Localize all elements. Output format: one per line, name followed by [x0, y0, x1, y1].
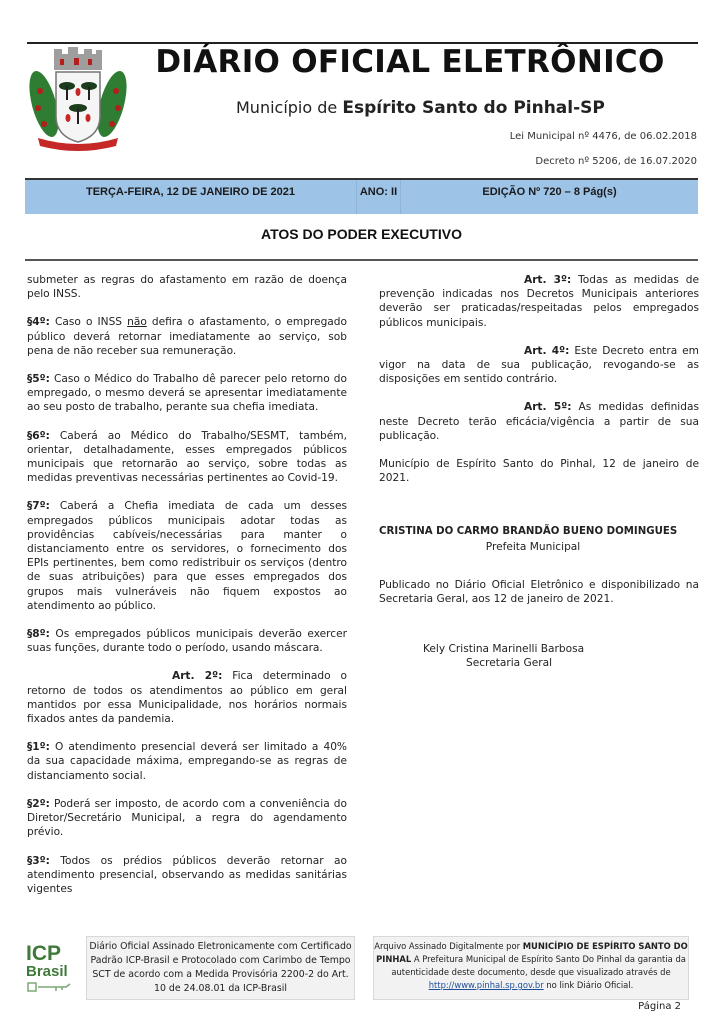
icp-brasil-logo [26, 944, 74, 1000]
paragraph-art2-s2 [27, 797, 347, 840]
paragraph-art2-s3 [27, 854, 347, 897]
municipality-name: Espírito Santo do Pinhal-SP [342, 98, 605, 118]
label-art2-s1: §1º: [27, 741, 50, 754]
page-number: Página 2 [638, 1001, 681, 1012]
masthead-title: DIÁRIO OFICIAL ELETRÔNICO [155, 44, 665, 80]
brasil-logo-text: Brasil [26, 963, 68, 980]
text-s8: Os empregados públicos municipais deverão exercer suas funções, durante todo o período, usando máscara. [27, 628, 347, 655]
paragraph-s4 [27, 315, 347, 358]
label-art5: Art. 5º: [524, 401, 572, 414]
place-date: Município de Espírito Santo do Pinhal, 12 de janeiro de 2021. [379, 458, 699, 485]
key-icon [26, 979, 74, 995]
text-art4: Este Decreto entra em vigor na data de sua publicação, revogando-se as disposições em sentido contrário. [379, 344, 699, 386]
paragraph-art2-s1 [27, 740, 347, 783]
authenticity-notice-box [373, 936, 689, 1000]
label-art3: Art. 3º: [524, 274, 572, 286]
authenticity-text-a: Arquivo Assinado Digitalmente por [374, 941, 523, 951]
paragraph-s5 [27, 372, 347, 415]
label-s6: §6º: [27, 429, 50, 442]
signature-notice-box: Diário Oficial Assinado Eletronicamente com Certificado Padrão ICP-Brasil e Protocolado com Carimbo de Tempo SCT de acordo com a Medida Provisória 2200-2 do Art. 10 de 24.08.01 da ICP-Brasil [86, 936, 355, 1000]
text-art2-s1: O atendimento presencial deverá ser limitado a 40% da sua capacidade máxima, empregando-se as regras de distanciamento social. [27, 741, 347, 782]
text-art2-s2: Poderá ser imposto, de acordo com a conveniência do Diretor/Secretário Municipal, a regra do agendamento prévio. [27, 797, 347, 839]
paragraph-s6 [27, 429, 347, 486]
paragraph-s8 [27, 627, 347, 655]
right-column [379, 273, 699, 685]
section-rule [25, 259, 698, 261]
text-art2: Fica determinado o retorno de todos os atendimentos ao público em geral mantidos por essa Municipalidade, nos horários normais fixados antes da pandemia. [27, 670, 347, 726]
authenticity-entity: MUNICÍPIO DE ESPÍRITO SANTO DO PINHAL [376, 941, 688, 964]
edition-bar [25, 178, 698, 214]
authenticity-text-c: no link Diário Oficial. [543, 980, 634, 990]
secretary-role: Secretaria Geral [466, 657, 553, 670]
signer-name: CRISTINA DO CARMO BRANDÃO BUENO DOMINGUES [379, 526, 678, 538]
text-art3: Todas as medidas de prevenção indicadas nos Decretos Municipais anteriores deverão ser praticadas/respeitadas pelos empregados públicos municipais. [379, 274, 699, 329]
label-art2: Art. 2º: [172, 670, 223, 683]
label-art4: Art. 4º: [524, 344, 570, 357]
edition-number: EDIÇÃO Nº 720 – 8 Pág(s) [482, 186, 617, 198]
label-s4: §4º: [27, 316, 50, 329]
law-reference: Lei Municipal nº 4476, de 06.02.2018 [509, 131, 697, 142]
section-title: ATOS DO PODER EXECUTIVO [261, 226, 462, 242]
paragraph-art3 [379, 273, 699, 330]
paragraph-art4 [379, 344, 699, 387]
municipality-prefix: Município de [236, 98, 343, 117]
text-s4-underlined: não [127, 316, 147, 329]
paragraph-art5 [379, 400, 699, 443]
label-s8: §8º: [27, 628, 50, 641]
edition-date: TERÇA-FEIRA, 12 DE JANEIRO DE 2021 [25, 180, 357, 214]
text-art2-s3: Todos os prédios públicos deverão retornar ao atendimento presencial, observando as medidas sanitárias vigentes [27, 854, 347, 895]
text-art5: As medidas definidas neste Decreto terão eficácia/vigência a partir de sua publicação. [379, 401, 699, 442]
text-s5: Caso o Médico do Trabalho dê parecer pelo retorno do empregado, o mesmo deverá se apresentar imediatamente ao seu posto de trabalho, perante sua chefia imediata. [27, 373, 347, 414]
signer-role: Prefeita Municipal [485, 540, 581, 553]
edition-year: ANO: II [357, 180, 401, 214]
text-s4-a: Caso o INSS [49, 316, 128, 329]
left-column [27, 273, 347, 910]
text-s7: Caberá a Chefia imediata de cada um desses empregados públicos municipais adotar todas as providências cabíveis/necessárias para manter o distanciamento entre os servidores, o fornecimento dos EPIs pertinentes, bem como redistribuir os serviços (dentro de suas atribuições) para que esses empregados dos grupos mais vulneráveis não fiquem expostos ao atendimento ao público. [27, 500, 347, 612]
paragraph-s7 [27, 499, 347, 613]
paragraph-art2 [27, 669, 347, 726]
label-s7: §7º: [27, 500, 50, 513]
website-link[interactable]: http://www.pinhal.sp.gov.br [428, 980, 544, 990]
municipal-crest-icon [24, 46, 132, 152]
secretary-name: Kely Cristina Marinelli Barbosa [423, 643, 585, 656]
label-art2-s3: §3º: [27, 854, 50, 867]
decree-reference: Decreto nº 5206, de 16.07.2020 [535, 156, 697, 167]
authenticity-text-b: A Prefeitura Municipal de Espírito Santo Do Pinhal da garantia da autenticidade deste documento, desde que visualizado através de [391, 954, 686, 977]
municipality-line [236, 98, 605, 118]
text-s6: Caberá ao Médico do Trabalho/SESMT, também, orientar, detalhadamente, esses empregados públicos municipais que retornarão ao serviço, sobre todas as medidas preventivas necessárias pertinentes ao Covid-19. [27, 429, 347, 485]
label-art2-s2: §2º: [27, 797, 50, 810]
text-s4-b: defira o afastamento, o empregado público deverá retornar imediatamente ao serviço, sob pena de não receber sua remuneração. [27, 316, 348, 357]
publication-note: Publicado no Diário Oficial Eletrônico e disponibilizado na Secretaria Geral, aos 12 de janeiro de 2021. [379, 578, 699, 606]
icp-logo-text: ICP [26, 942, 62, 965]
paragraph-continuation: submeter as regras do afastamento em razão de doença pelo INSS. [27, 274, 347, 301]
label-s5: §5º: [27, 373, 50, 386]
